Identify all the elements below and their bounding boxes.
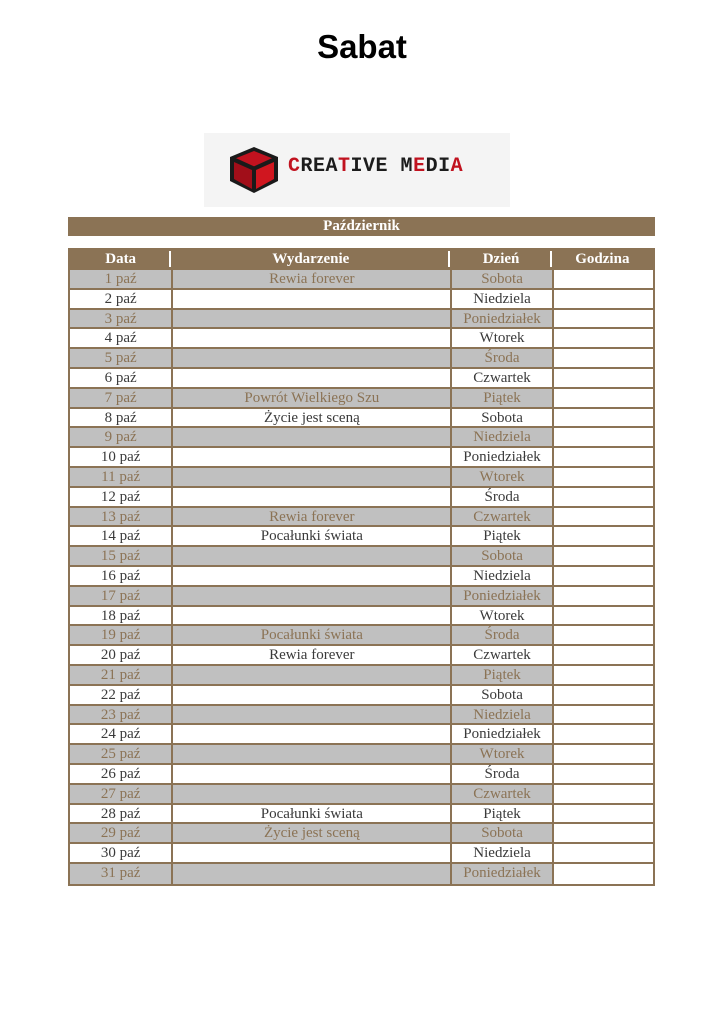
month-header: Październik bbox=[68, 217, 655, 236]
cell-date: 1 paź bbox=[104, 271, 137, 287]
cell-day: Wtorek bbox=[450, 468, 551, 486]
logo-letters: IVE M bbox=[350, 155, 414, 178]
table-row bbox=[70, 587, 653, 607]
cell-time bbox=[552, 587, 653, 605]
cell-day: Czwartek bbox=[450, 508, 551, 526]
logo-letters: DI bbox=[425, 155, 451, 178]
cell-event bbox=[171, 547, 450, 565]
cell-event bbox=[171, 468, 450, 486]
cell-date: 18 paź bbox=[100, 607, 141, 624]
cell-event bbox=[171, 488, 450, 506]
table-row bbox=[70, 508, 653, 528]
cell-day: Poniedziałek bbox=[450, 310, 551, 328]
cell-event bbox=[171, 428, 450, 446]
cell-event bbox=[171, 745, 450, 763]
cube-logo-icon bbox=[228, 145, 280, 195]
table-row bbox=[70, 389, 653, 409]
cell-event bbox=[171, 310, 450, 328]
cell-day: Poniedziałek bbox=[450, 725, 551, 743]
table-row bbox=[70, 824, 653, 844]
cell-event: Życie jest sceną bbox=[171, 824, 450, 842]
cell-time bbox=[552, 626, 653, 644]
cell-day: Piątek bbox=[450, 389, 551, 407]
table-row bbox=[70, 428, 653, 448]
cell-day: Sobota bbox=[450, 270, 551, 288]
table-row bbox=[70, 666, 653, 686]
cell-date: 5 paź bbox=[104, 350, 137, 367]
cell-time bbox=[552, 785, 653, 803]
cell-date: 19 paź bbox=[100, 627, 141, 644]
cell-day: Sobota bbox=[450, 547, 551, 565]
cell-time bbox=[552, 488, 653, 506]
cell-time bbox=[552, 409, 653, 427]
cell-day: Piątek bbox=[450, 666, 551, 684]
cell-day: Niedziela bbox=[450, 706, 551, 724]
cell-day: Sobota bbox=[450, 824, 551, 842]
header-time: Godzina bbox=[575, 250, 630, 267]
logo-letters: REA bbox=[300, 155, 339, 178]
cell-day: Poniedziałek bbox=[450, 587, 551, 605]
cell-event bbox=[171, 844, 450, 862]
table-row bbox=[70, 310, 653, 330]
cell-event: Rewia forever bbox=[171, 508, 450, 526]
cell-time bbox=[552, 369, 653, 387]
table-body bbox=[70, 270, 653, 884]
table-row bbox=[70, 527, 653, 547]
table-row bbox=[70, 706, 653, 726]
cell-event bbox=[171, 666, 450, 684]
cell-time bbox=[552, 686, 653, 704]
table-row bbox=[70, 329, 653, 349]
table-row bbox=[70, 785, 653, 805]
table-row bbox=[70, 290, 653, 310]
cell-event bbox=[171, 706, 450, 724]
cell-date: 6 paź bbox=[104, 369, 137, 386]
cell-date: 23 paź bbox=[100, 706, 141, 723]
table-row bbox=[70, 725, 653, 745]
header-day: Dzień bbox=[450, 248, 551, 270]
cell-day: Niedziela bbox=[450, 567, 551, 585]
cell-time bbox=[552, 448, 653, 466]
logo-wordmark bbox=[288, 155, 463, 178]
cell-time bbox=[552, 290, 653, 308]
table-row bbox=[70, 864, 653, 884]
table-row bbox=[70, 844, 653, 864]
table-row bbox=[70, 646, 653, 666]
table-row bbox=[70, 765, 653, 785]
cell-date: 31 paź bbox=[100, 864, 141, 881]
cell-date: 16 paź bbox=[100, 567, 141, 584]
cell-date: 13 paź bbox=[100, 508, 141, 525]
cell-date: 14 paź bbox=[100, 528, 141, 545]
cell-time bbox=[552, 646, 653, 664]
table-row bbox=[70, 805, 653, 825]
cell-date: 2 paź bbox=[104, 290, 137, 307]
table-row bbox=[70, 409, 653, 429]
cell-time bbox=[552, 824, 653, 842]
cell-date: 22 paź bbox=[100, 686, 141, 703]
table-row bbox=[70, 448, 653, 468]
cell-date: 15 paź bbox=[100, 548, 141, 565]
cell-event: Rewia forever bbox=[171, 270, 450, 288]
cell-day: Czwartek bbox=[450, 369, 551, 387]
cell-time bbox=[552, 725, 653, 743]
cell-event bbox=[171, 369, 450, 387]
cell-event bbox=[171, 567, 450, 585]
creative-media-logo bbox=[204, 133, 510, 207]
cell-date: 9 paź bbox=[104, 429, 137, 446]
cell-day: Piątek bbox=[450, 527, 551, 545]
cell-time bbox=[552, 567, 653, 585]
logo-letters: A bbox=[450, 155, 464, 178]
table-row bbox=[70, 349, 653, 369]
cell-date: 8 paź bbox=[104, 409, 137, 426]
cell-time bbox=[552, 844, 653, 862]
cell-time bbox=[552, 310, 653, 328]
cell-event: Pocałunki świata bbox=[171, 805, 450, 823]
cell-day: Piątek bbox=[450, 805, 551, 823]
cell-date: 21 paź bbox=[100, 666, 141, 683]
cell-time bbox=[552, 607, 653, 625]
cell-event: Powrót Wielkiego Szu bbox=[171, 389, 450, 407]
cell-date: 30 paź bbox=[100, 845, 141, 862]
table-row bbox=[70, 488, 653, 508]
cell-time bbox=[552, 805, 653, 823]
cell-event bbox=[171, 607, 450, 625]
page-title: Sabat bbox=[317, 28, 407, 65]
logo-letters: E bbox=[413, 155, 426, 178]
cell-date: 26 paź bbox=[100, 765, 141, 782]
logo-letters: T bbox=[338, 155, 351, 178]
cell-day: Środa bbox=[450, 626, 551, 644]
cell-event: Rewia forever bbox=[171, 646, 450, 664]
table-row bbox=[70, 607, 653, 627]
logo-letters: C bbox=[288, 155, 301, 178]
cell-day: Wtorek bbox=[450, 607, 551, 625]
cell-day: Sobota bbox=[450, 686, 551, 704]
cell-date: 12 paź bbox=[100, 488, 141, 505]
cell-event bbox=[171, 864, 450, 884]
cell-day: Niedziela bbox=[450, 844, 551, 862]
cell-day: Sobota bbox=[450, 409, 551, 427]
cell-event: Pocałunki świata bbox=[171, 626, 450, 644]
cell-date: 20 paź bbox=[100, 647, 141, 664]
cell-time bbox=[552, 428, 653, 446]
header-date: Data bbox=[70, 248, 171, 270]
cell-day: Czwartek bbox=[450, 785, 551, 803]
cell-date: 24 paź bbox=[100, 726, 141, 743]
table-row bbox=[70, 567, 653, 587]
cell-time bbox=[552, 389, 653, 407]
table-row bbox=[70, 369, 653, 389]
cell-date: 17 paź bbox=[100, 587, 141, 604]
cell-day: Wtorek bbox=[450, 329, 551, 347]
cell-date: 29 paź bbox=[100, 825, 141, 842]
cell-date: 4 paź bbox=[104, 330, 137, 347]
calendar-table bbox=[68, 248, 655, 886]
cell-day: Niedziela bbox=[450, 428, 551, 446]
cell-day: Środa bbox=[450, 349, 551, 367]
cell-time bbox=[552, 547, 653, 565]
cell-date: 3 paź bbox=[104, 310, 137, 327]
cell-event bbox=[171, 725, 450, 743]
cell-event bbox=[171, 587, 450, 605]
cell-time bbox=[552, 468, 653, 486]
cell-event bbox=[171, 686, 450, 704]
table-row bbox=[70, 547, 653, 567]
cell-date: 28 paź bbox=[100, 805, 141, 822]
cell-time bbox=[552, 666, 653, 684]
cell-event bbox=[171, 785, 450, 803]
cell-day: Poniedziałek bbox=[450, 864, 551, 884]
cell-time bbox=[552, 349, 653, 367]
cell-day: Poniedziałek bbox=[450, 448, 551, 466]
cell-time bbox=[552, 270, 653, 288]
cell-day: Wtorek bbox=[450, 745, 551, 763]
cell-time bbox=[552, 527, 653, 545]
cell-event bbox=[171, 329, 450, 347]
cell-event bbox=[171, 765, 450, 783]
cell-time bbox=[552, 706, 653, 724]
cell-time bbox=[552, 745, 653, 763]
cell-event: Życie jest sceną bbox=[171, 409, 450, 427]
cell-date: 25 paź bbox=[100, 746, 141, 763]
cell-time bbox=[552, 508, 653, 526]
cell-time bbox=[552, 864, 653, 884]
table-row bbox=[70, 270, 653, 290]
header-event: Wydarzenie bbox=[171, 248, 450, 270]
cell-event: Pocałunki świata bbox=[171, 527, 450, 545]
cell-date: 10 paź bbox=[100, 449, 141, 466]
cell-date: 27 paź bbox=[100, 785, 141, 802]
cell-event bbox=[171, 349, 450, 367]
cell-time bbox=[552, 329, 653, 347]
table-header bbox=[70, 248, 653, 270]
table-row bbox=[70, 745, 653, 765]
cell-event bbox=[171, 290, 450, 308]
cell-date: 7 paź bbox=[104, 389, 137, 406]
table-row bbox=[70, 626, 653, 646]
cell-event bbox=[171, 448, 450, 466]
cell-day: Środa bbox=[450, 488, 551, 506]
table-row bbox=[70, 686, 653, 706]
cell-day: Czwartek bbox=[450, 646, 551, 664]
cell-day: Niedziela bbox=[450, 290, 551, 308]
cell-day: Środa bbox=[450, 765, 551, 783]
table-row bbox=[70, 468, 653, 488]
cell-time bbox=[552, 765, 653, 783]
cell-date: 11 paź bbox=[101, 468, 141, 485]
